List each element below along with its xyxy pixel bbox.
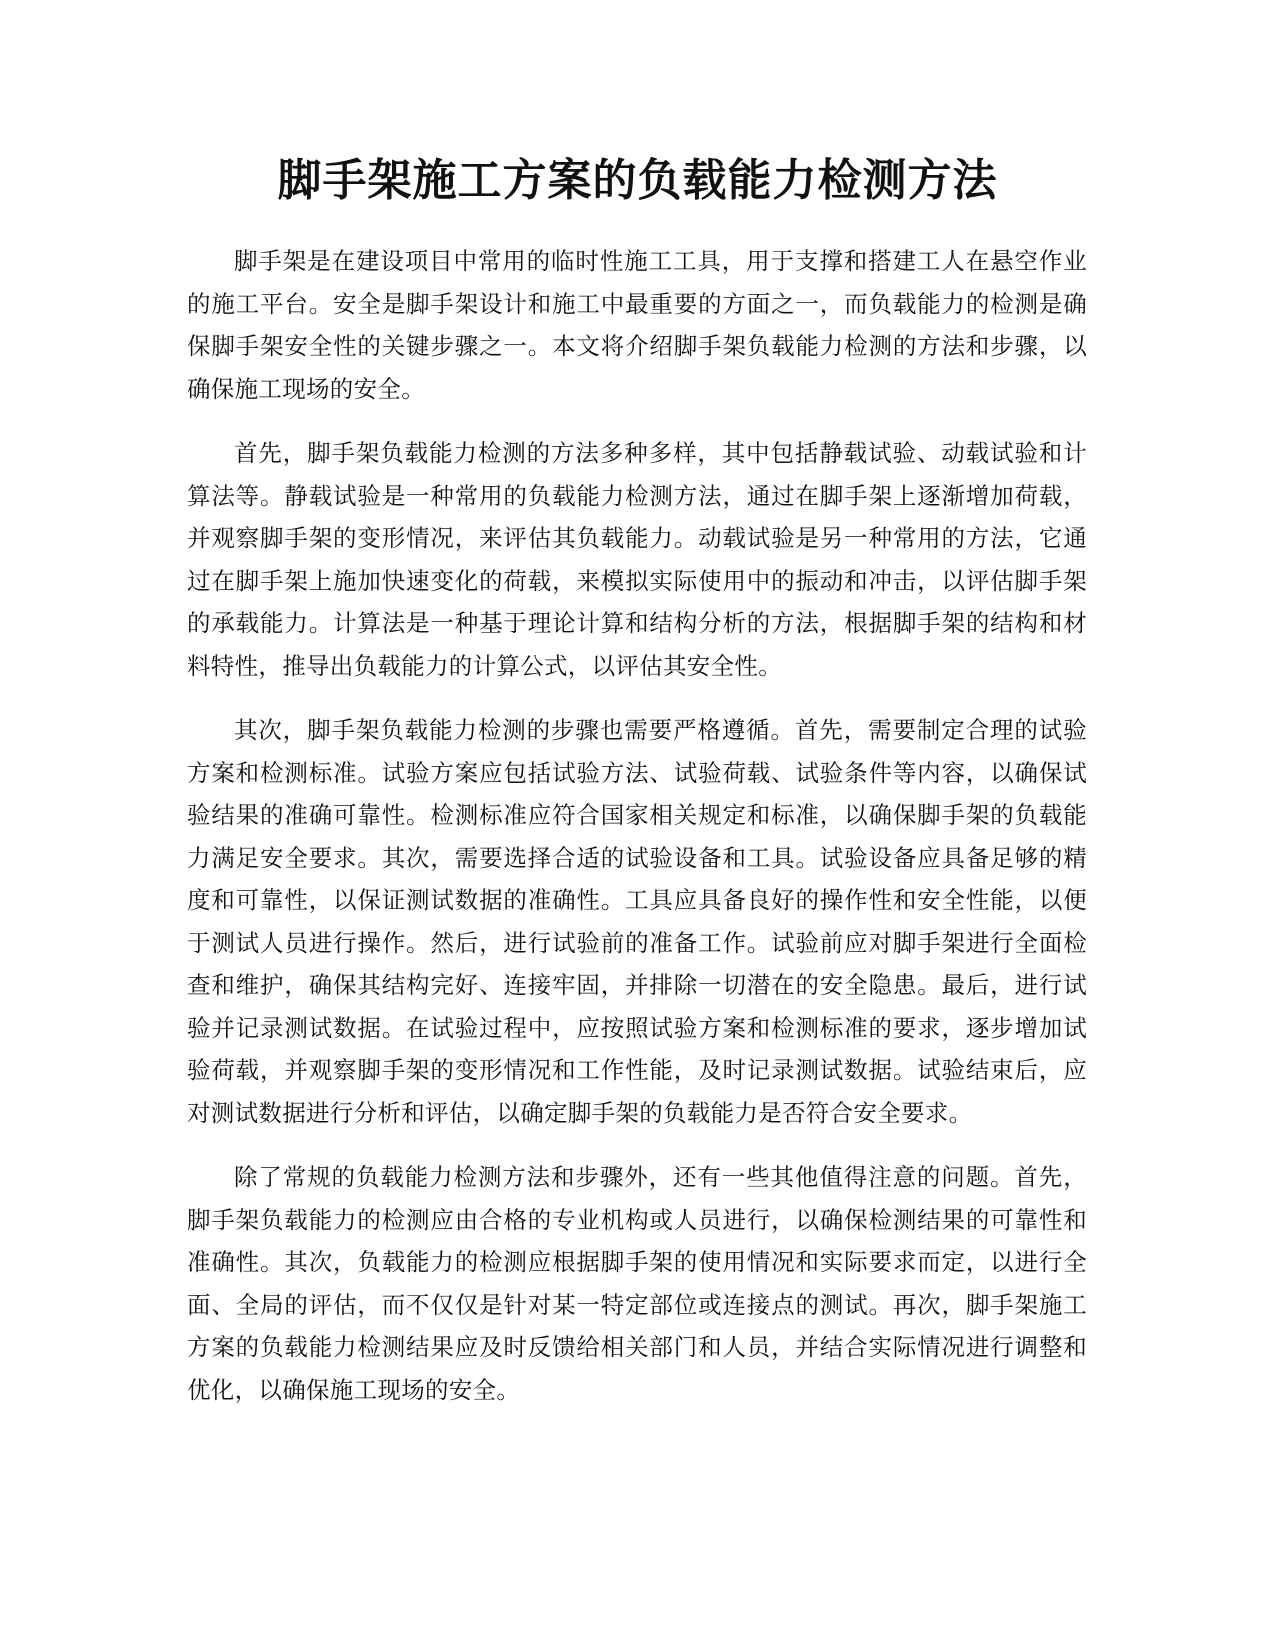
paragraph-steps: 其次，脚手架负载能力检测的步骤也需要严格遵循。首先，需要制定合理的试验方案和检测标准。试验方案应包括试验方法、试验荷载、试验条件等内容，以确保试验结果的准确可靠性。检测标准应符合国家相关规定和标准，以确保脚手架的负载能力满足安全要求。其次，需要选择合适的试验设备和工具。试验设备应具备足够的精度和可靠性，以保证测试数据的准确性。工具应具备良好的操作性和安全性能，以便于测试人员进行操作。然后，进行试验前的准备工作。试验前应对脚手架进行全面检查和维护，确保其结构完好、连接牢固，并排除一切潜在的安全隐患。最后，进行试验并记录测试数据。在试验过程中，应按照试验方案和检测标准的要求，逐步增加试验荷载，并观察脚手架的变形情况和工作性能，及时记录测试数据。试验结束后，应对测试数据进行分析和评估，以确定脚手架的负载能力是否符合安全要求。: [187, 716, 1087, 1127]
paragraph-other-issues: 除了常规的负载能力检测方法和步骤外，还有一些其他值得注意的问题。首先，脚手架负载能力的检测应由合格的专业机构或人员进行，以确保检测结果的可靠性和准确性。其次，负载能力的检测应根据脚手架的使用情况和实际要求而定，以进行全面、全局的评估，而不仅仅是针对某一特定部位或连接点的测试。再次，脚手架施工方案的负载能力检测结果应及时反馈给相关部门和人员，并结合实际情况进行调整和优化，以确保施工现场的安全。: [187, 1163, 1087, 1404]
paragraph-methods: 首先，脚手架负载能力检测的方法多种多样，其中包括静载试验、动载试验和计算法等。静载试验是一种常用的负载能力检测方法，通过在脚手架上逐渐增加荷载，并观察脚手架的变形情况，来评估其负载能力。动载试验是另一种常用的方法，它通过在脚手架上施加快速变化的荷载，来模拟实际使用中的振动和冲击，以评估脚手架的承载能力。计算法是一种基于理论计算和结构分析的方法，根据脚手架的结构和材料特性，推导出负载能力的计算公式，以评估其安全性。: [187, 439, 1087, 680]
paragraph-intro: 脚手架是在建设项目中常用的临时性施工工具，用于支撑和搭建工人在悬空作业的施工平台。安全是脚手架设计和施工中最重要的方面之一，而负载能力的检测是确保脚手架安全性的关键步骤之一。本文将介绍脚手架负载能力检测的方法和步骤，以确保施工现场的安全。: [187, 247, 1087, 403]
document-title: 脚手架施工方案的负载能力检测方法: [277, 155, 998, 206]
document-body: [187, 240, 1087, 1433]
